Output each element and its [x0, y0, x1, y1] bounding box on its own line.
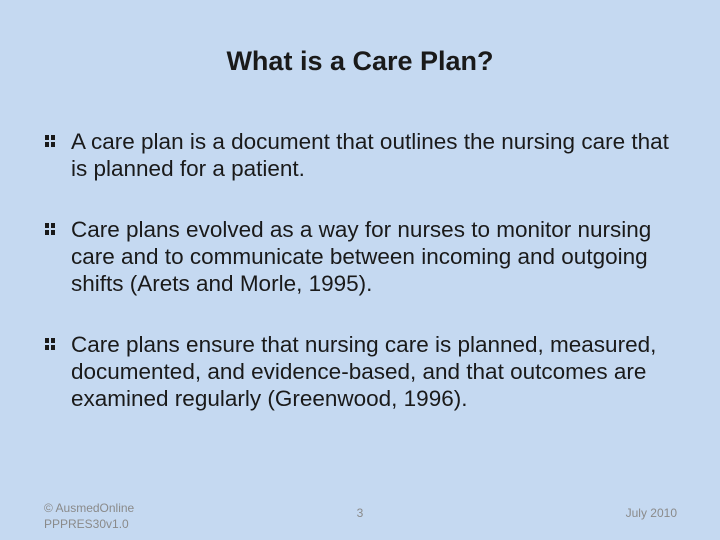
bullet-text: A care plan is a document that outlines the nursing care that is planned for a patient. [71, 129, 669, 181]
bullet-text: Care plans evolved as a way for nurses to monitor nursing care and to communicate between incoming and outgoing shifts (Arets and Morle, 1995). [71, 217, 652, 296]
bullet-item [44, 216, 684, 297]
footer-copyright-line1: © AusmedOnline [44, 501, 135, 515]
footer-date: July 2010 [625, 506, 677, 520]
footer-copyright [44, 500, 134, 532]
footer-copyright-line2: PPPRES30v1.0 [44, 517, 129, 531]
bullet-list [44, 128, 684, 446]
square-bullet-icon [44, 134, 56, 148]
page-number: 3 [356, 506, 364, 520]
bullet-item [44, 128, 684, 182]
square-bullet-icon [44, 337, 56, 351]
square-bullet-icon [44, 222, 56, 236]
bullet-item [44, 331, 684, 412]
bullet-text: Care plans ensure that nursing care is planned, measured, documented, and evidence-based, and that outcomes are examined regularly (Greenwood, 1996). [71, 332, 657, 411]
slide-title: What is a Care Plan? [226, 46, 494, 76]
